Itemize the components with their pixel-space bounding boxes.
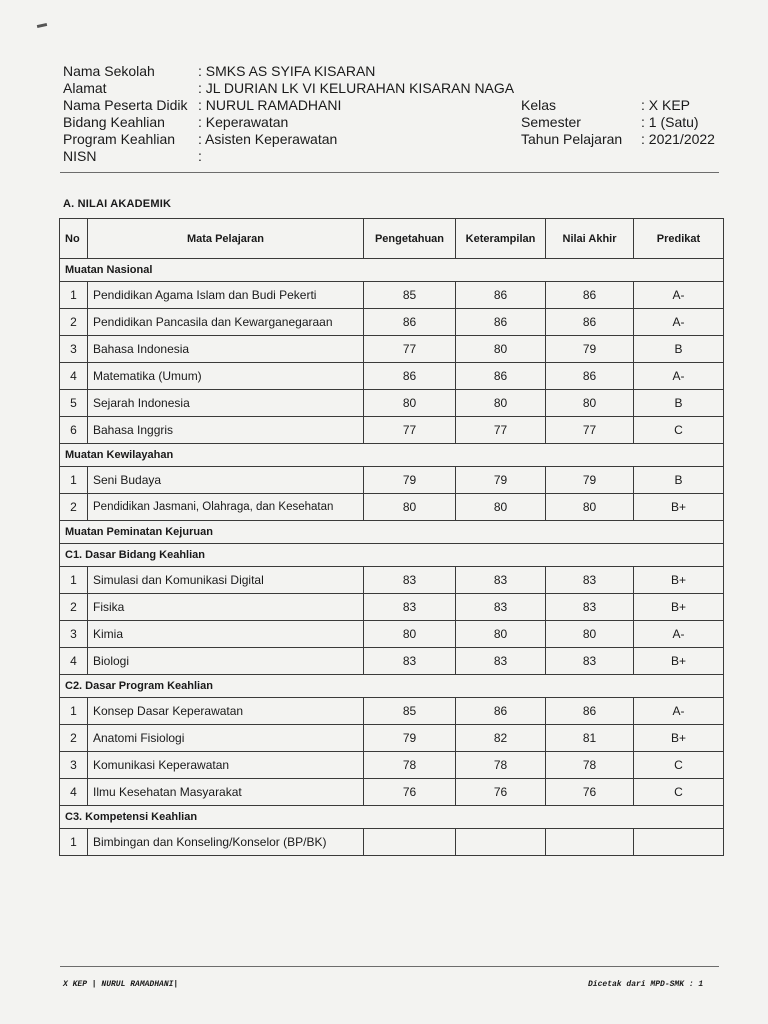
label-bidang: Bidang Keahlian bbox=[63, 114, 165, 130]
cell-subject: Seni Budaya bbox=[88, 467, 364, 494]
cell-predikat: C bbox=[634, 779, 724, 806]
group-title: C1. Dasar Bidang Keahlian bbox=[60, 544, 724, 567]
value-kelas: : X KEP bbox=[641, 97, 691, 113]
cell-pengetahuan: 83 bbox=[364, 648, 456, 675]
label-program: Program Keahlian bbox=[63, 131, 176, 147]
cell-keterampilan: 80 bbox=[456, 621, 546, 648]
cell-keterampilan: 79 bbox=[456, 467, 546, 494]
label-nama-sekolah: Nama Sekolah bbox=[63, 63, 155, 79]
cell-subject: Bimbingan dan Konseling/Konselor (BP/BK) bbox=[88, 829, 364, 856]
header-pengetahuan: Pengetahuan bbox=[364, 219, 456, 259]
cell-subject: Anatomi Fisiologi bbox=[88, 725, 364, 752]
cell-keterampilan: 82 bbox=[456, 725, 546, 752]
table-row bbox=[60, 698, 724, 725]
cell-no: 3 bbox=[60, 336, 88, 363]
cell-predikat: B+ bbox=[634, 567, 724, 594]
cell-predikat: A- bbox=[634, 282, 724, 309]
table-row bbox=[60, 390, 724, 417]
cell-nilai-akhir: 76 bbox=[546, 779, 634, 806]
cell-nilai-akhir: 86 bbox=[546, 309, 634, 336]
cell-pengetahuan: 86 bbox=[364, 309, 456, 336]
cell-nilai-akhir: 86 bbox=[546, 698, 634, 725]
cell-no: 4 bbox=[60, 363, 88, 390]
cell-no: 6 bbox=[60, 417, 88, 444]
header-predikat: Predikat bbox=[634, 219, 724, 259]
table-row bbox=[60, 725, 724, 752]
cell-nilai-akhir: 83 bbox=[546, 648, 634, 675]
cell-nilai-akhir: 83 bbox=[546, 567, 634, 594]
cell-predikat: A- bbox=[634, 309, 724, 336]
cell-subject: Komunikasi Keperawatan bbox=[88, 752, 364, 779]
label-kelas: Kelas bbox=[521, 97, 557, 113]
value-bidang: : Keperawatan bbox=[198, 114, 289, 130]
label-tahun: Tahun Pelajaran bbox=[521, 131, 623, 147]
cell-subject: Bahasa Indonesia bbox=[88, 336, 364, 363]
cell-keterampilan: 77 bbox=[456, 417, 546, 444]
cell-nilai-akhir: 78 bbox=[546, 752, 634, 779]
cell-no: 2 bbox=[60, 725, 88, 752]
cell-keterampilan: 86 bbox=[456, 309, 546, 336]
cell-predikat: B bbox=[634, 467, 724, 494]
cell-nilai-akhir: 79 bbox=[546, 336, 634, 363]
label-alamat: Alamat bbox=[63, 80, 107, 96]
cell-pengetahuan: 76 bbox=[364, 779, 456, 806]
table-row bbox=[60, 467, 724, 494]
cell-no: 5 bbox=[60, 390, 88, 417]
cell-subject: Fisika bbox=[88, 594, 364, 621]
cell-predikat: B+ bbox=[634, 648, 724, 675]
group-title: C2. Dasar Program Keahlian bbox=[60, 675, 724, 698]
cell-no: 1 bbox=[60, 698, 88, 725]
cell-keterampilan: 86 bbox=[456, 282, 546, 309]
cell-pengetahuan: 80 bbox=[364, 621, 456, 648]
label-semester: Semester bbox=[521, 114, 581, 130]
cell-nilai-akhir: 80 bbox=[546, 494, 634, 521]
label-nama-peserta: Nama Peserta Didik bbox=[63, 97, 188, 113]
table-row bbox=[60, 494, 724, 521]
cell-no: 3 bbox=[60, 621, 88, 648]
cell-no: 1 bbox=[60, 829, 88, 856]
cell-nilai-akhir: 83 bbox=[546, 594, 634, 621]
cell-predikat: A- bbox=[634, 363, 724, 390]
cell-pengetahuan: 77 bbox=[364, 417, 456, 444]
cell-pengetahuan: 80 bbox=[364, 390, 456, 417]
cell-subject: Bahasa Inggris bbox=[88, 417, 364, 444]
cell-pengetahuan: 77 bbox=[364, 336, 456, 363]
header-divider bbox=[60, 172, 719, 173]
cell-predikat: A- bbox=[634, 698, 724, 725]
cell-predikat: B+ bbox=[634, 594, 724, 621]
table-row bbox=[60, 567, 724, 594]
cell-predikat bbox=[634, 829, 724, 856]
table-row bbox=[60, 779, 724, 806]
group-title: Muatan Kewilayahan bbox=[60, 444, 724, 467]
cell-predikat: B+ bbox=[634, 494, 724, 521]
value-alamat: : JL DURIAN LK VI KELURAHAN KISARAN NAGA bbox=[198, 80, 515, 96]
table-row bbox=[60, 648, 724, 675]
group-title: C3. Kompetensi Keahlian bbox=[60, 806, 724, 829]
cell-pengetahuan: 79 bbox=[364, 467, 456, 494]
table-row bbox=[60, 752, 724, 779]
cell-keterampilan: 76 bbox=[456, 779, 546, 806]
cell-pengetahuan: 79 bbox=[364, 725, 456, 752]
cell-subject: Matematika (Umum) bbox=[88, 363, 364, 390]
cell-nilai-akhir: 86 bbox=[546, 282, 634, 309]
cell-subject: Pendidikan Jasmani, Olahraga, dan Kesehatan bbox=[88, 494, 364, 521]
table-row bbox=[60, 594, 724, 621]
grades-table bbox=[59, 218, 724, 856]
cell-keterampilan: 80 bbox=[456, 494, 546, 521]
value-nama-sekolah: : SMKS AS SYIFA KISARAN bbox=[198, 63, 376, 79]
cell-pengetahuan: 83 bbox=[364, 594, 456, 621]
value-program: : Asisten Keperawatan bbox=[198, 131, 338, 147]
cell-nilai-akhir: 80 bbox=[546, 390, 634, 417]
value-nama-peserta: : NURUL RAMADHANI bbox=[198, 97, 342, 113]
table-row bbox=[60, 282, 724, 309]
cell-no: 2 bbox=[60, 494, 88, 521]
header-keterampilan: Keterampilan bbox=[456, 219, 546, 259]
cell-predikat: B+ bbox=[634, 725, 724, 752]
cell-keterampilan: 80 bbox=[456, 390, 546, 417]
cell-subject: Biologi bbox=[88, 648, 364, 675]
cell-pengetahuan: 86 bbox=[364, 363, 456, 390]
cell-subject: Simulasi dan Komunikasi Digital bbox=[88, 567, 364, 594]
cell-subject: Kimia bbox=[88, 621, 364, 648]
table-row bbox=[60, 417, 724, 444]
cell-subject: Sejarah Indonesia bbox=[88, 390, 364, 417]
footer-right: Dicetak dari MPD-SMK : 1 bbox=[588, 980, 704, 989]
cell-nilai-akhir bbox=[546, 829, 634, 856]
cell-keterampilan: 78 bbox=[456, 752, 546, 779]
table-row bbox=[60, 829, 724, 856]
cell-keterampilan: 86 bbox=[456, 698, 546, 725]
table-row bbox=[60, 363, 724, 390]
cell-no: 2 bbox=[60, 594, 88, 621]
cell-pengetahuan: 80 bbox=[364, 494, 456, 521]
header-mata-pelajaran: Mata Pelajaran bbox=[88, 219, 364, 259]
cell-nilai-akhir: 81 bbox=[546, 725, 634, 752]
header-nilai-akhir: Nilai Akhir bbox=[546, 219, 634, 259]
header-no: No bbox=[60, 219, 88, 259]
cell-subject: Ilmu Kesehatan Masyarakat bbox=[88, 779, 364, 806]
table-row bbox=[60, 336, 724, 363]
cell-no: 4 bbox=[60, 648, 88, 675]
cell-keterampilan: 86 bbox=[456, 363, 546, 390]
cell-subject: Pendidikan Pancasila dan Kewarganegaraan bbox=[88, 309, 364, 336]
cell-pengetahuan: 78 bbox=[364, 752, 456, 779]
scan-mark bbox=[37, 23, 47, 28]
cell-nilai-akhir: 77 bbox=[546, 417, 634, 444]
cell-no: 1 bbox=[60, 567, 88, 594]
cell-predikat: C bbox=[634, 752, 724, 779]
table-row bbox=[60, 309, 724, 336]
section-title: A. NILAI AKADEMIK bbox=[63, 198, 172, 210]
cell-pengetahuan: 85 bbox=[364, 282, 456, 309]
cell-predikat: B bbox=[634, 336, 724, 363]
cell-nilai-akhir: 79 bbox=[546, 467, 634, 494]
value-tahun: : 2021/2022 bbox=[641, 131, 715, 147]
cell-pengetahuan bbox=[364, 829, 456, 856]
cell-keterampilan: 83 bbox=[456, 567, 546, 594]
value-nisn: : bbox=[198, 148, 202, 164]
cell-no: 1 bbox=[60, 467, 88, 494]
cell-no: 1 bbox=[60, 282, 88, 309]
cell-keterampilan bbox=[456, 829, 546, 856]
cell-keterampilan: 83 bbox=[456, 594, 546, 621]
cell-predikat: B bbox=[634, 390, 724, 417]
cell-keterampilan: 83 bbox=[456, 648, 546, 675]
cell-nilai-akhir: 86 bbox=[546, 363, 634, 390]
footer-left: X KEP | NURUL RAMADHANI| bbox=[63, 980, 179, 989]
table-row bbox=[60, 621, 724, 648]
label-nisn: NISN bbox=[63, 148, 97, 164]
cell-no: 3 bbox=[60, 752, 88, 779]
group-title: Muatan Peminatan Kejuruan bbox=[60, 521, 724, 544]
cell-keterampilan: 80 bbox=[456, 336, 546, 363]
cell-no: 2 bbox=[60, 309, 88, 336]
cell-pengetahuan: 85 bbox=[364, 698, 456, 725]
group-title: Muatan Nasional bbox=[60, 259, 724, 282]
table-header-row bbox=[60, 219, 724, 259]
cell-pengetahuan: 83 bbox=[364, 567, 456, 594]
cell-nilai-akhir: 80 bbox=[546, 621, 634, 648]
cell-subject: Konsep Dasar Keperawatan bbox=[88, 698, 364, 725]
cell-subject: Pendidikan Agama Islam dan Budi Pekerti bbox=[88, 282, 364, 309]
cell-no: 4 bbox=[60, 779, 88, 806]
cell-predikat: A- bbox=[634, 621, 724, 648]
value-semester: : 1 (Satu) bbox=[641, 114, 699, 130]
cell-predikat: C bbox=[634, 417, 724, 444]
footer-divider bbox=[60, 966, 719, 967]
